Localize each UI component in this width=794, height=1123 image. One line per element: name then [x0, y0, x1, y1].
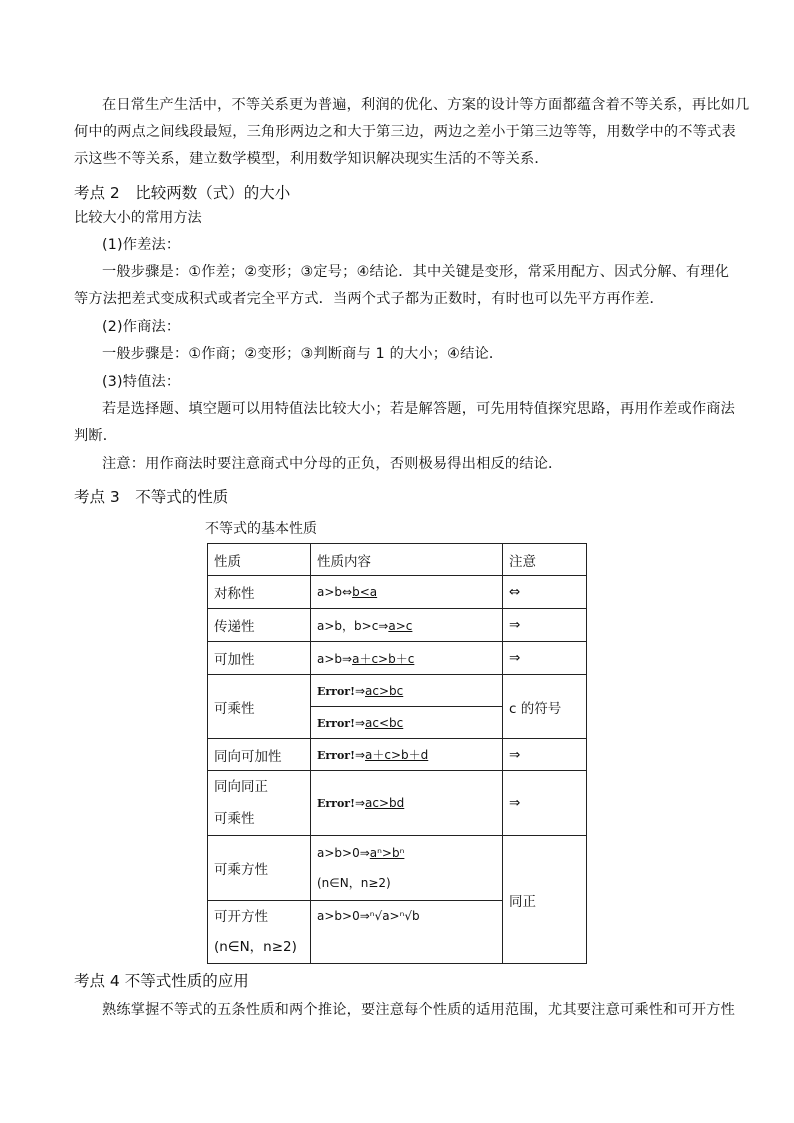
- header-property: 性质: [208, 544, 311, 576]
- table-row: [208, 836, 587, 901]
- content-underlined: b<a: [352, 585, 378, 599]
- content-underlined: ac>bd: [365, 796, 405, 810]
- note-line: 注意：用作商法时要注意商式中分母的正负，否则极易得出相反的结论．: [102, 456, 563, 472]
- name-line-2: 可乘性: [214, 811, 255, 827]
- row-transitivity-note: ⇒: [503, 609, 587, 642]
- row-transitivity-content: [311, 609, 503, 642]
- method1-line-1: 一般步骤是：①作差；②变形；③定号；④结论．其中关键是变形，常采用配方、因式分解、有理化: [102, 264, 730, 280]
- row-power-content: [311, 836, 503, 901]
- row-symmetry-content: [311, 576, 503, 609]
- name-line-1: 同向同正: [214, 779, 268, 795]
- row-multiplicativity-content-1: [311, 675, 503, 707]
- row-multiplicativity-content-2: [311, 707, 503, 739]
- content-arrow: ⇒: [354, 748, 365, 762]
- row-power-name: 可乘方性: [208, 836, 311, 901]
- section-subtitle: 比较大小的常用方法: [74, 210, 202, 226]
- kd4-line-1: 熟练掌握不等式的五条性质和两个推论，要注意每个性质的适用范围，尤其要注意可乘性和可开方性: [102, 1002, 736, 1018]
- error-marker: Error!: [317, 749, 355, 762]
- row-additivity-content: [311, 642, 503, 675]
- content-prefix: a>b，b>c⇒: [317, 618, 389, 633]
- table-caption: 不等式的基本性质: [205, 521, 317, 537]
- row-same-dir-mult-content: [311, 771, 503, 836]
- table-row: [208, 642, 587, 675]
- row-same-dir-mult-name: [208, 771, 311, 836]
- row-transitivity-name: 传递性: [208, 609, 311, 642]
- row-same-dir-add-note: ⇒: [503, 739, 587, 771]
- row-multiplicativity-note: c 的符号: [503, 675, 587, 739]
- method2-line-1: 一般步骤是：①作商；②变形；③判断商与 1 的大小；④结论．: [102, 346, 504, 362]
- method1-line-2: 等方法把差式变成积式或者完全平方式．当两个式子都为正数时，有时也可以先平方再作差．: [74, 291, 664, 307]
- intro-line-3: 示这些不等关系，建立数学模型，利用数学知识解决现实生活的不等关系．: [74, 151, 549, 167]
- table-row: [208, 609, 587, 642]
- method1-heading: (1)作差法：: [102, 237, 181, 253]
- error-marker: Error!: [317, 684, 355, 698]
- table-row: [208, 675, 587, 707]
- content-arrow: ⇒: [354, 796, 365, 810]
- method3-heading: (3)特值法：: [102, 374, 181, 390]
- method3-line-2: 判断．: [74, 428, 118, 444]
- row-same-dir-add-content: [311, 739, 503, 771]
- row-root-content: a>b>0⇒ⁿ√a>ⁿ√b: [311, 901, 503, 964]
- table-header-row: [208, 544, 587, 576]
- row-additivity-name: 可加性: [208, 642, 311, 675]
- row-same-dir-mult-note: ⇒: [503, 771, 587, 836]
- table-row: [208, 739, 587, 771]
- table-row: [208, 771, 587, 836]
- method2-heading: (2)作商法：: [102, 319, 181, 335]
- table-row: [208, 576, 587, 609]
- intro-line-2: 何中的两点之间线段最短，三角形两边之和大于第三边，两边之差小于第三边等等，用数学中的不等式表: [74, 124, 736, 140]
- power-content-line: [317, 838, 496, 868]
- content-underlined: ac>bc: [365, 683, 404, 698]
- power-condition: (n∈N，n≥2): [317, 876, 391, 890]
- error-marker: Error!: [317, 797, 355, 810]
- content-underlined: a＋c>b＋d: [365, 748, 429, 762]
- row-root-name: [208, 901, 311, 964]
- row-symmetry-note: ⇔: [503, 576, 587, 609]
- row-symmetry-name: 对称性: [208, 576, 311, 609]
- content-underlined: aⁿ>bⁿ: [369, 846, 405, 860]
- content-underlined: ac<bc: [365, 715, 404, 730]
- row-power-root-note: 同正: [503, 836, 587, 964]
- content-underlined: a＋c>b＋c: [352, 651, 415, 666]
- content-prefix: a>b⇒: [317, 651, 353, 666]
- header-note: 注意: [503, 544, 587, 576]
- intro-line-1: 在日常生产生活中，不等关系更为普遍，利润的优化、方案的设计等方面都蕴含着不等关系，再比如几: [102, 97, 750, 113]
- error-marker: Error!: [317, 716, 355, 730]
- content-prefix: a>b>0⇒: [317, 846, 370, 860]
- header-content: 性质内容: [311, 544, 503, 576]
- section-title-kd4: 考点 4 不等式性质的应用: [74, 972, 249, 990]
- method3-line-1: 若是选择题、填空题可以用特值法比较大小；若是解答题，可先用特值探究思路，再用作差或作商法: [102, 401, 736, 417]
- row-same-dir-add-name: 同向可加性: [208, 739, 311, 771]
- content-prefix: a>b⇔: [317, 585, 353, 599]
- name-line-1: 可开方性: [214, 909, 268, 925]
- content-arrow: ⇒: [354, 683, 365, 698]
- row-additivity-note: ⇒: [503, 642, 587, 675]
- name-line-2: (n∈N，n≥2): [214, 939, 297, 955]
- content-arrow: ⇒: [354, 715, 365, 730]
- properties-table: [207, 543, 587, 964]
- row-multiplicativity-name: 可乘性: [208, 675, 311, 739]
- section-title-kd3: 考点 3 不等式的性质: [74, 488, 229, 506]
- content-underlined: a>c: [388, 618, 413, 633]
- section-title-kd2: 考点 2 比较两数（式）的大小: [74, 184, 291, 202]
